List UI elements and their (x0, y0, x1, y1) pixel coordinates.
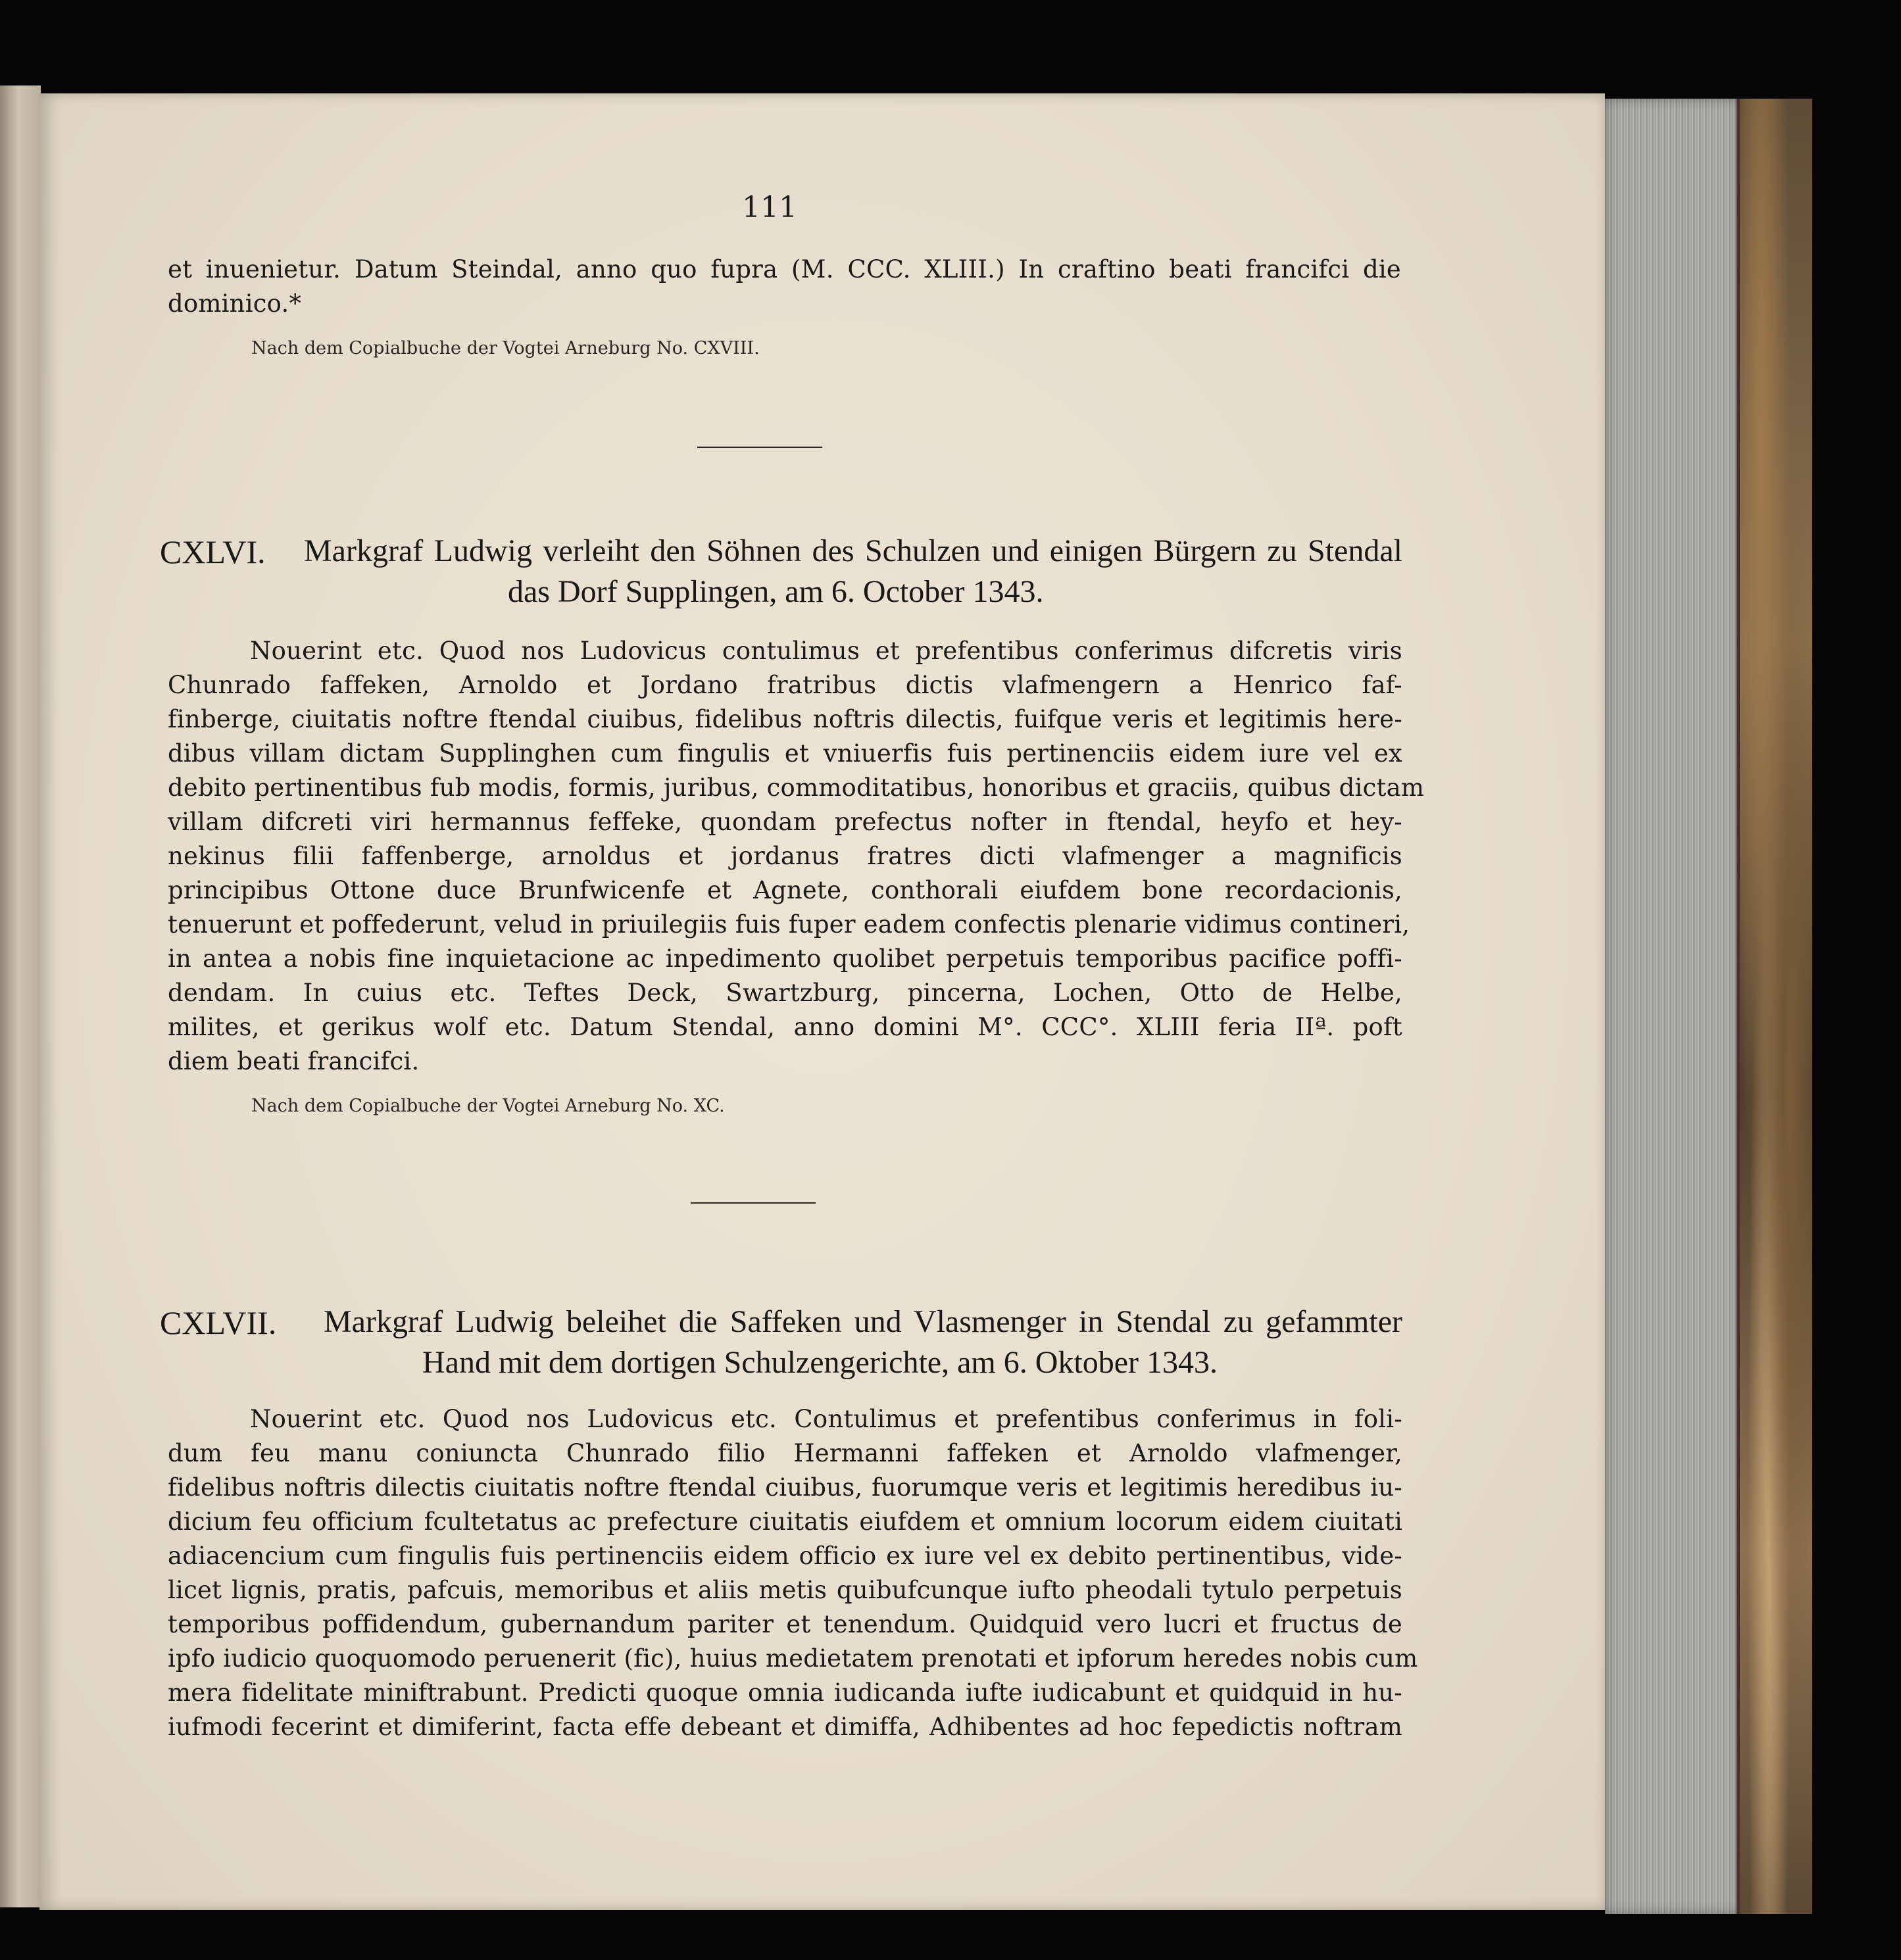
document-title-line: Markgraf Ludwig beleihet die Saffeken und Vlasmenger in Stendal zu gefammter (324, 1304, 1402, 1339)
document-title-line: das Dorf Supplingen, am 6. October 1343. (508, 574, 1044, 609)
body-line: Nouerint etc. Quod nos Ludovicus contulimus et prefentibus conferimus difcretis viris (250, 637, 1402, 665)
body-line: dibus villam dictam Supplinghen cum fingulis et vniuerfis fuis pertinenciis eidem iure vel ex (168, 739, 1402, 768)
body-line: iufmodi fecerint et dimiferint, facta effe debeant et dimiffa, Adhibentes ad hoc fepedictis noftram (168, 1713, 1402, 1741)
body-line: in antea a nobis fine inquietacione ac inpedimento quolibet perpetuis temporibus pacifice poffi- (168, 944, 1402, 973)
body-line: dendam. In cuius etc. Teftes Deck, Swartzburg, pincerna, Lochen, Otto de Helbe, (168, 979, 1402, 1007)
body-line: tenuerunt et poffederunt, velud in priuilegiis fuis fuper eadem confectis plenarie vidimus contineri, (168, 910, 1410, 939)
body-line: nekinus filii faffenberge, arnoldus et jordanus fratres dicti vlafmenger a magnificis (168, 842, 1402, 870)
body-line: villam difcreti viri hermannus feffeke, quondam prefectus nofter in ftendal, heyfo et hey- (168, 808, 1402, 836)
document-number: CXLVII. (160, 1304, 277, 1341)
body-line: Chunrado faffeken, Arnoldo et Jordano fratribus dictis vlafmengern a Henrico faf- (168, 671, 1402, 699)
body-line: licet lignis, pratis, pafcuis, memoribus et aliis metis quibufcunque iufto pheodali tytulo perpetuis (168, 1576, 1402, 1604)
body-line: diem beati francifci. (168, 1047, 420, 1075)
body-line: fidelibus noftris dilectis ciuitatis noftre ftendal ciuibus, fuorumque veris et legitimis heredibus iu- (168, 1473, 1402, 1502)
intro-line: et inuenietur. Datum Steindal, anno quo fupra (M. CCC. XLIII.) In craftino beati francifci die (168, 255, 1401, 283)
page (39, 93, 1605, 1910)
section-divider (697, 447, 822, 448)
marbled-cover (1740, 99, 1812, 1914)
body-line: milites, et gerikus wolf etc. Datum Stendal, anno domini M°. CCC°. XLIII feria IIª. poft (168, 1013, 1402, 1041)
body-line: finberge, ciuitatis noftre ftendal ciuibus, fidelibus noftris dilectis, fuifque veris et legitimis here- (168, 705, 1402, 733)
source-note: Nach dem Copialbuche der Vogtei Arneburg No. CXVIII. (251, 338, 760, 358)
section-divider (691, 1202, 816, 1204)
body-line: mera fidelitate miniftrabunt. Predicti quoque omnia iudicanda iufte iudicabunt et quidquid in hu- (168, 1678, 1402, 1707)
body-line: ipfo iudicio quoquomodo peruenerit (fic), huius medietatem prenotati et ipforum heredes nobis cum (168, 1644, 1418, 1673)
left-page-edge (0, 86, 41, 1907)
document-number: CXLVI. (160, 533, 266, 570)
intro-line: dominico.* (168, 289, 302, 318)
document-title-line: Hand mit dem dortigen Schulzengerichte, am 6. Oktober 1343. (422, 1345, 1218, 1380)
document-title-line: Markgraf Ludwig verleiht den Söhnen des Schulzen und einigen Bürgern zu Stendal (304, 533, 1402, 568)
body-line: adiacencium cum fingulis fuis pertinenciis eidem officio ex iure vel ex debito pertinentibus, vide- (168, 1542, 1402, 1570)
page-number: 111 (742, 191, 797, 224)
body-line: debito pertinentibus fub modis, formis, juribus, commoditatibus, honoribus et graciis, quibus dictam (168, 773, 1425, 802)
body-line: temporibus poffidendum, gubernandum pariter et tenendum. Quidquid vero lucri et fructus de (168, 1610, 1402, 1638)
body-line: principibus Ottone duce Brunfwicenfe et Agnete, conthorali eiufdem bone recordacionis, (168, 876, 1402, 904)
body-line: dum feu manu coniuncta Chunrado filio Hermanni faffeken et Arnoldo vlafmenger, (168, 1439, 1402, 1467)
source-note: Nach dem Copialbuche der Vogtei Arneburg No. XC. (251, 1096, 725, 1116)
body-line: dicium feu officium fcultetatus ac prefecture ciuitatis eiufdem et omnium locorum eidem ciuitati (168, 1507, 1402, 1536)
body-line: Nouerint etc. Quod nos Ludovicus etc. Contulimus et prefentibus conferimus in foli- (250, 1405, 1402, 1433)
page-edges-stack (1605, 99, 1740, 1914)
